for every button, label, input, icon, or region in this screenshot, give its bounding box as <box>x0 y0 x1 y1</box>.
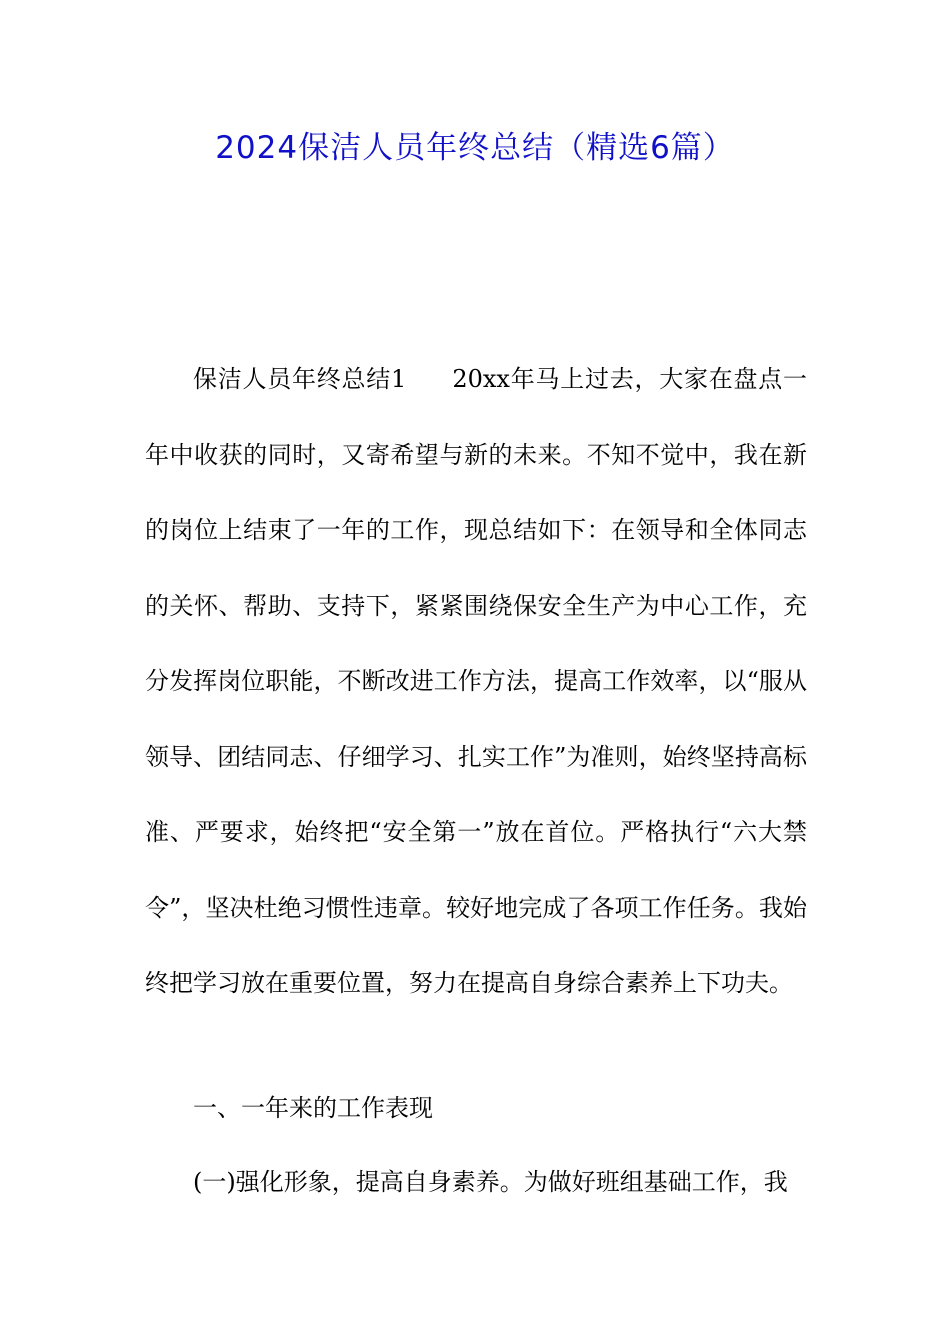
paragraph-text: 20xx年马上过去，大家在盘点一年中收获的同时，又寄希望与新的未来。不知不觉中，我在新的岗位上结束了一年的工作，现总结如下：在领导和全体同志的关怀、帮助、支持下，紧紧围绕保安全生产为中心工作，充分发挥岗位职能，不断改进工作方法，提高工作效率，以“服从领导、团结同志、仔细学习、扎实工作”为准则，始终坚持高标准、严要求，始终把“安全第一”放在首位。严格执行“六大禁令”，坚决杜绝习惯性违章。较好地完成了各项工作任务。我始终把学习放在重要位置，努力在提高自身综合素养上下功夫。 <box>145 365 808 997</box>
document-title: 2024保洁人员年终总结（精选6篇） <box>215 130 735 166</box>
body-paragraph <box>145 342 807 1022</box>
section-label: 保洁人员年终总结1 <box>193 365 407 393</box>
section-heading: 一、一年来的工作表现 <box>193 1094 433 1122</box>
subsection-heading: (一)强化形象，提高自身素养。为做好班组基础工作，我 <box>193 1168 788 1196</box>
